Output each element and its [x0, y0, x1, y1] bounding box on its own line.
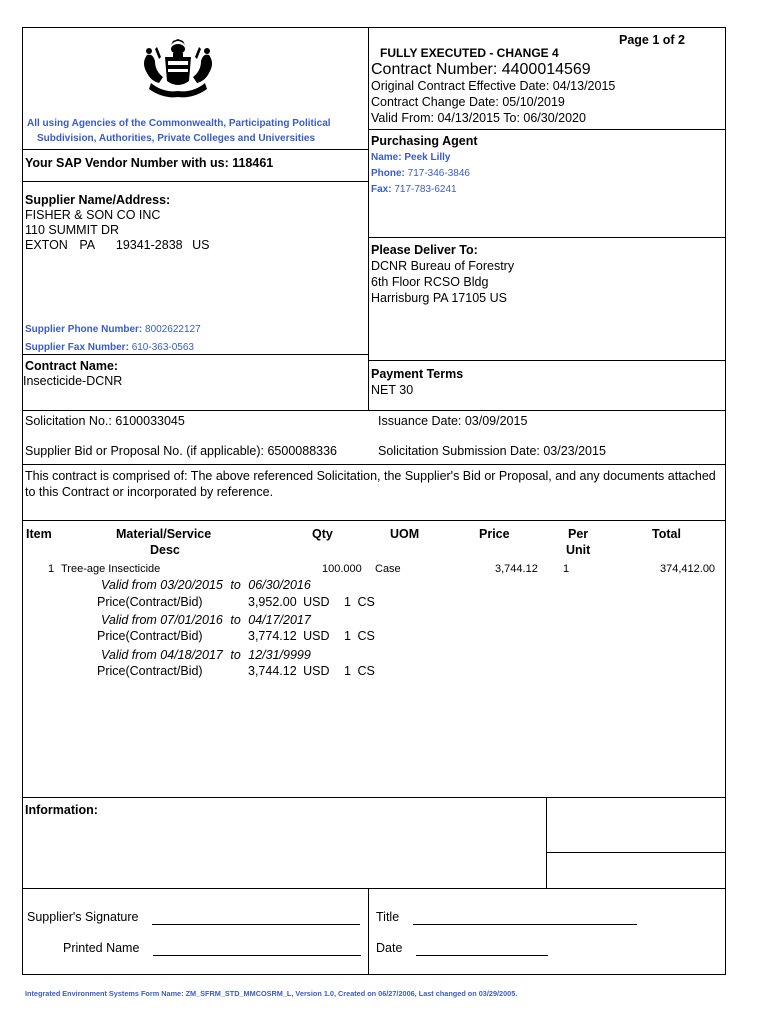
price-label: Price(Contract/Bid): [97, 595, 203, 609]
supplier-city: EXTON: [25, 238, 68, 252]
supplier-city-line: [25, 238, 209, 253]
valid-dates: Valid From: 04/13/2015 To: 06/30/2020: [371, 111, 586, 125]
supplier-phone-label: Supplier Phone Number:: [25, 324, 143, 335]
hline-8: [22, 888, 726, 889]
contract-change-date: Contract Change Date: 05/10/2019: [371, 95, 565, 109]
col-header-unit: Unit: [566, 543, 591, 557]
contract-number-value: 4400014569: [501, 61, 591, 78]
sap-vendor-number: [25, 156, 273, 171]
deliver-line-3: Harrisburg PA 17105 US: [371, 291, 507, 305]
supplier-phone-value: 8002622127: [145, 324, 201, 335]
contract-number: [371, 61, 591, 79]
title-field[interactable]: [376, 910, 637, 925]
page-number: Page 1 of 2: [619, 33, 685, 47]
price-amount: 3,774.12 USD: [248, 629, 330, 643]
comprised-line-2: to this Contract or incorporated by reference.: [25, 485, 274, 499]
payment-terms-label: Payment Terms: [371, 367, 464, 381]
row-total: 374,412.00: [660, 563, 716, 575]
valid-from-line: Valid from 04/18/2017 to 12/31/9999: [101, 648, 311, 662]
date-line[interactable]: [416, 943, 548, 956]
valid-from-line: Valid from 03/20/2015 to 06/30/2016: [101, 578, 311, 592]
col-header-material: Material/Service: [116, 527, 212, 541]
price-label: Price(Contract/Bid): [97, 664, 203, 678]
title-line[interactable]: [413, 912, 637, 925]
date-label: Date: [376, 941, 403, 955]
supplier-phone: [25, 322, 201, 337]
contract-number-label: Contract Number:: [371, 61, 498, 78]
agent-phone-value: 717-346-3846: [407, 168, 470, 179]
price-per-unit: 1 CS: [344, 629, 375, 643]
sap-label: Your SAP Vendor Number with us:: [25, 156, 229, 170]
hline-left-1: [22, 149, 368, 150]
deliver-line-2: 6th Floor RCSO Bldg: [371, 275, 489, 289]
hline-right-3: [368, 360, 726, 361]
valid-from-line: Valid from 07/01/2016 to 04/17/2017: [101, 613, 311, 627]
row-per: 1: [563, 563, 570, 575]
info-box-vline: [546, 797, 547, 888]
hline-right-2: [368, 237, 726, 238]
frame-bottom: [22, 974, 726, 975]
col-header-per: Per: [568, 527, 589, 541]
printed-name-line[interactable]: [153, 943, 361, 956]
price-label: Price(Contract/Bid): [97, 629, 203, 643]
commonwealth-seal-icon: [133, 37, 223, 101]
supplier-name: FISHER & SON CO INC: [25, 208, 161, 222]
frame-right: [725, 27, 726, 975]
issuance-date: Issuance Date: 03/09/2015: [378, 414, 528, 428]
supplier-zip: 19341-2838: [115, 238, 183, 252]
divider-middle: [368, 27, 369, 411]
agent-fax-value: 717-783-6241: [394, 184, 457, 195]
date-field[interactable]: [376, 941, 548, 956]
agent-name: [371, 150, 451, 165]
row-price: 3,744.12: [495, 563, 538, 575]
supplier-signature-field[interactable]: [27, 910, 360, 925]
divider-right-lower: [368, 888, 369, 974]
col-header-total: Total: [652, 527, 681, 541]
printed-name-field[interactable]: [63, 941, 361, 956]
col-header-price: Price: [479, 527, 510, 541]
title-label: Title: [376, 910, 400, 924]
hline-4: [22, 410, 726, 411]
row-item: 1: [48, 563, 55, 575]
contract-status: FULLY EXECUTED - CHANGE 4: [380, 46, 559, 60]
price-per-unit: 1 CS: [344, 595, 375, 609]
payment-terms-value: NET 30: [371, 383, 414, 397]
bid-number: Supplier Bid or Proposal No. (if applicable): 6500088336: [25, 444, 337, 458]
agent-phone: [371, 166, 470, 181]
agent-fax: [371, 182, 457, 197]
deliver-line-1: DCNR Bureau of Forestry: [371, 259, 515, 273]
col-header-uom: UOM: [390, 527, 420, 541]
information-label: Information:: [25, 803, 98, 817]
agent-name-value: Peek Lilly: [404, 152, 451, 163]
agencies-line-1: All using Agencies of the Commonwealth, Participating Political: [27, 118, 331, 129]
agent-name-label: Name:: [371, 152, 402, 163]
hline-7: [22, 797, 726, 798]
row-desc: Tree-age Insecticide: [61, 563, 161, 575]
supplier-fax: [25, 340, 194, 355]
submission-date: Solicitation Submission Date: 03/23/2015: [378, 444, 606, 458]
agent-fax-label: Fax:: [371, 184, 392, 195]
supplier-fax-value: 610-363-0563: [131, 342, 194, 353]
agent-phone-label: Phone:: [371, 168, 405, 179]
supplier-street: 110 SUMMIT DR: [25, 223, 120, 237]
row-uom: Case: [375, 563, 401, 575]
supplier-state: PA: [79, 238, 95, 252]
hline-right-1: [368, 129, 726, 130]
supplier-label: Supplier Name/Address:: [25, 193, 171, 207]
purchasing-agent-title: Purchasing Agent: [371, 134, 478, 148]
frame-top: [22, 27, 726, 28]
price-per-unit: 1 CS: [344, 664, 375, 678]
price-amount: 3,952.00 USD: [248, 595, 330, 609]
price-amount: 3,744.12 USD: [248, 664, 330, 678]
hline-left-2: [22, 181, 368, 182]
agencies-line-2: Subdivision, Authorities, Private Colleges and Universities: [37, 133, 316, 144]
sap-value: 118461: [232, 156, 274, 170]
contract-name-label: Contract Name:: [25, 359, 119, 373]
hline-5: [22, 464, 726, 465]
contract-name-value: Insecticide-DCNR: [23, 374, 123, 388]
frame-left: [22, 27, 23, 975]
deliver-to-title: Please Deliver To:: [371, 243, 478, 257]
supplier-country: US: [192, 238, 210, 252]
hline-6: [22, 520, 726, 521]
info-box-hline: [546, 852, 726, 853]
supplier-signature-label: Supplier's Signature: [27, 910, 139, 924]
supplier-fax-label: Supplier Fax Number:: [25, 342, 129, 353]
supplier-signature-line[interactable]: [152, 912, 360, 925]
comprised-line-1: This contract is comprised of: The above referenced Solicitation, the Supplier's Bid or Proposal, and any documents attached: [25, 469, 716, 483]
printed-name-label: Printed Name: [63, 941, 140, 955]
original-effective-date: Original Contract Effective Date: 04/13/2015: [371, 79, 616, 93]
col-header-desc: Desc: [150, 543, 180, 557]
col-header-qty: Qty: [312, 527, 333, 541]
col-header-item: Item: [26, 527, 52, 541]
solicitation-number: Solicitation No.: 6100033045: [25, 414, 185, 428]
footer-form-name: Integrated Environment Systems Form Name: ZM_SFRM_STD_MMCOSRM_L, Version 1.0, Created on 06/27/2006, Last changed on 03/29/2005.: [25, 989, 518, 998]
row-qty: 100.000: [322, 563, 362, 575]
